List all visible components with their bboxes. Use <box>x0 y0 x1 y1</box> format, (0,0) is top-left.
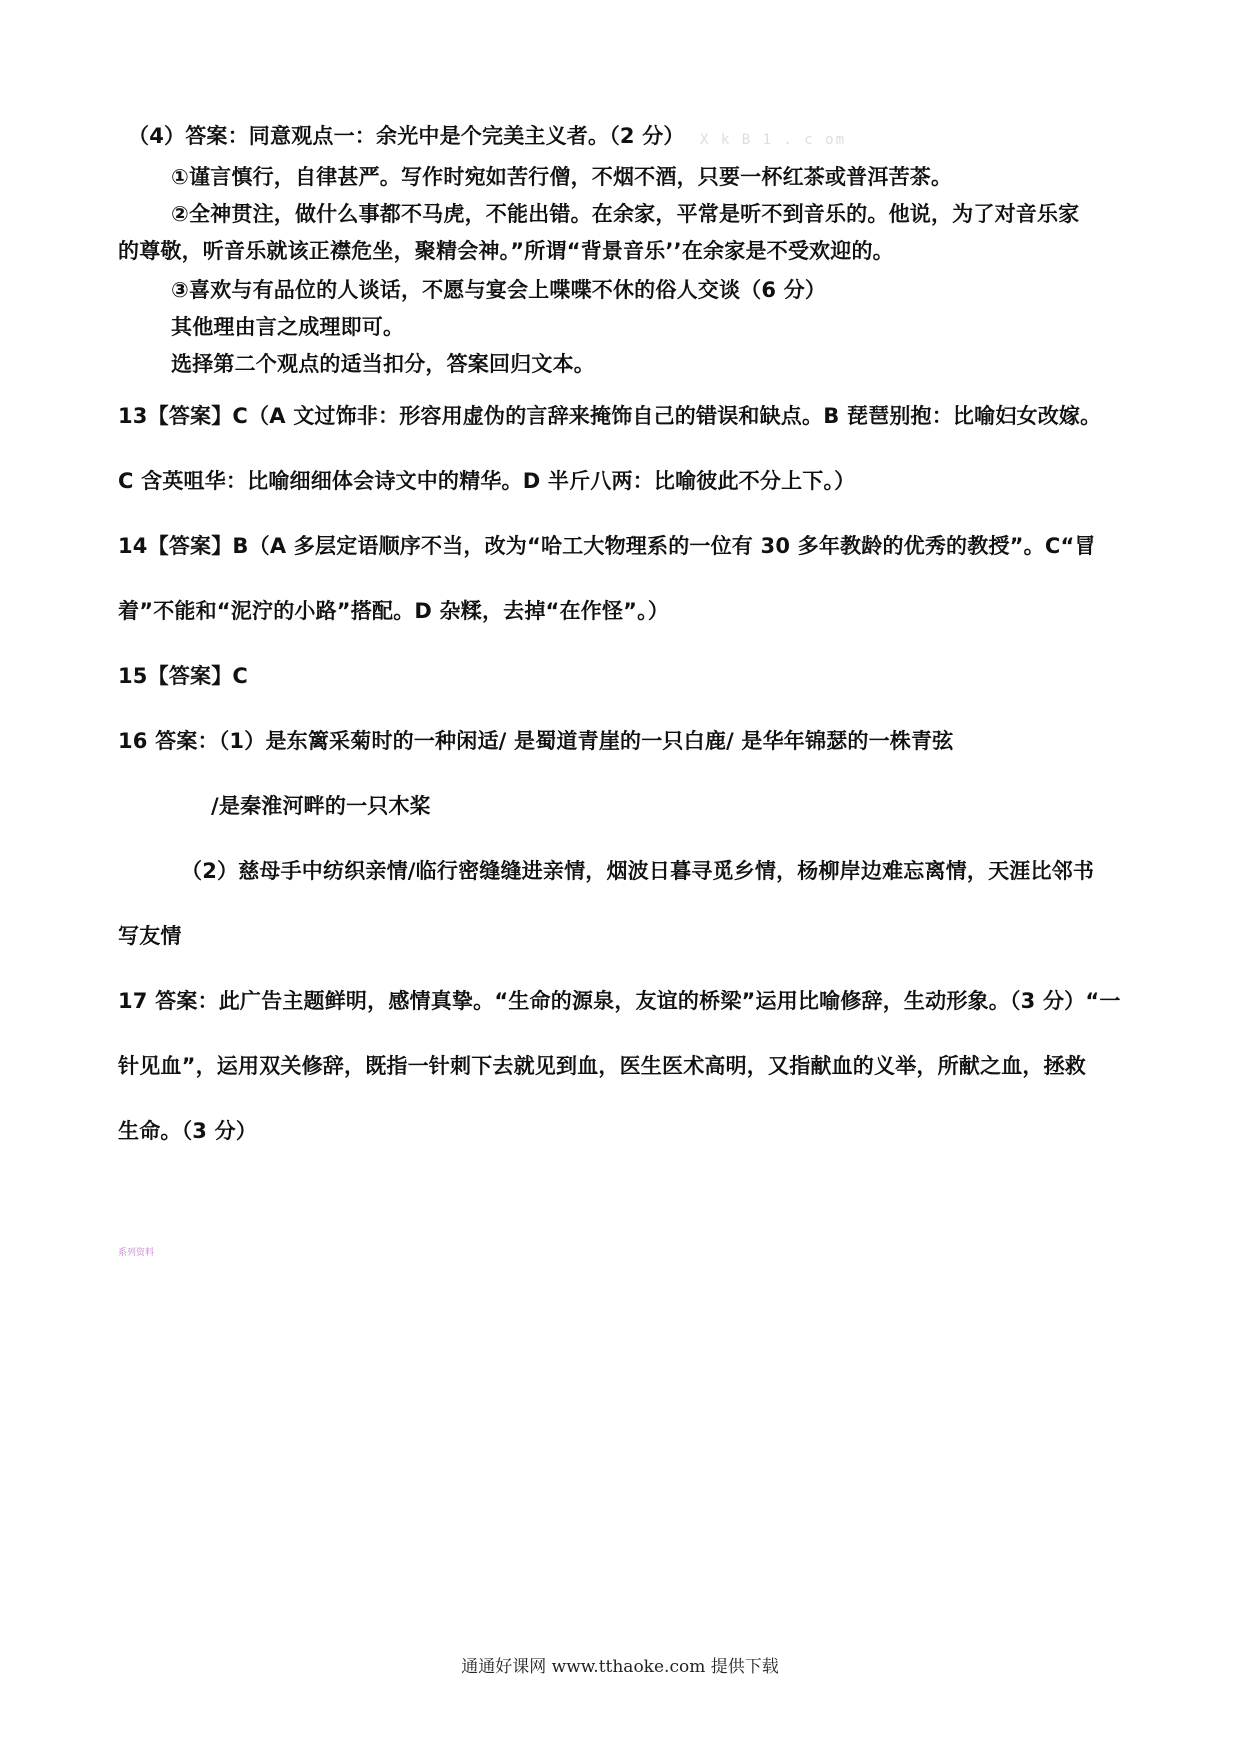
answer-12-4-reason-2a: ②全神贯注，做什么事都不马虎，不能出错。在余家，平常是听不到音乐的。他说，为了对音乐家 <box>171 202 1080 226</box>
answer-17-line-3: 生命。（3 分） <box>118 1119 258 1143</box>
answer-12-4-heading: （4）答案：同意观点一：余光中是个完美主义者。（2 分） <box>128 124 685 148</box>
answer-14-line-2: 着”不能和“泥泞的小路”搭配。D 杂糅，去掉“在作怪”。） <box>118 599 670 623</box>
answer-17-line-1: 17 答案：此广告主题鲜明，感情真挚。“生命的源泉，友谊的桥梁”运用比喻修辞，生动形象。（3 分）“一 <box>118 989 1121 1013</box>
answer-16-line-4: 写友情 <box>118 924 182 948</box>
page-footer: 通通好课网 www.tthaoke.com 提供下载 <box>461 1657 779 1677</box>
answer-17-line-2: 针见血”，运用双关修辞，既指一针刺下去就见到血，医生医术高明，又指献血的义举，所献之血，拯救 <box>118 1054 1086 1078</box>
small-watermark: 系列资料 <box>118 1248 155 1258</box>
answer-12-4-reason-3: ③喜欢与有品位的人谈话，不愿与宴会上喋喋不休的俗人交谈（6 分） <box>171 278 827 302</box>
answer-16-line-3: （2）慈母手中纺织亲情/临行密缝缝进亲情，烟波日暮寻觅乡情，杨柳岸边难忘离情，天涯比邻书 <box>181 859 1095 883</box>
answer-13-line-1: 13【答案】C（A 文过饰非：形容用虚伪的言辞来掩饰自己的错误和缺点。B 琵琶别抱：比喻妇女改嫁。 <box>118 404 1102 428</box>
watermark-text: X k B 1 . c om <box>700 132 847 148</box>
answer-13-line-2: C 含英咀华：比喻细细体会诗文中的精华。D 半斤八两：比喻彼此不分上下。） <box>118 469 856 493</box>
answer-12-4-alternative: 选择第二个观点的适当扣分，答案回归文本。 <box>171 352 595 376</box>
answer-16-line-1: 16 答案：（1）是东篱采菊时的一种闲适/ 是蜀道青崖的一只白鹿/ 是华年锦瑟的一株青弦 <box>118 729 954 753</box>
answer-15: 15【答案】C <box>118 664 249 688</box>
answer-12-4-other: 其他理由言之成理即可。 <box>171 315 405 339</box>
answer-12-4-reason-2b: 的尊敬，听音乐就该正襟危坐，聚精会神。”所谓“背景音乐’’在余家是不受欢迎的。 <box>118 239 894 263</box>
answer-16-line-2: /是秦淮河畔的一只木桨 <box>211 794 431 818</box>
answer-12-4-reason-1: ①谨言慎行，自律甚严。写作时宛如苦行僧，不烟不酒，只要一杯红茶或普洱苦茶。 <box>171 165 953 189</box>
answer-14-line-1: 14【答案】B（A 多层定语顺序不当，改为“哈工大物理系的一位有 30 多年教龄的优秀的教授”。C“冒 <box>118 534 1096 558</box>
